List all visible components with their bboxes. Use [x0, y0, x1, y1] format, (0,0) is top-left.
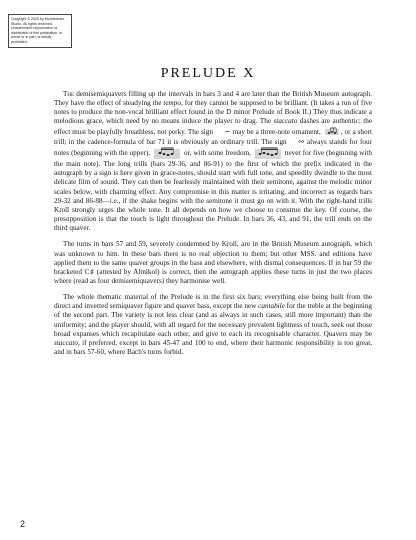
turn-icon: ∾	[297, 136, 305, 146]
three-note-ornament-notation-icon	[325, 127, 339, 137]
page-title: PRELUDE X	[160, 66, 256, 81]
paragraph-3: The whole thematic material of the Prelude is in the first six bars; everything else being built from the direct and inverted semiquaver figure and quaver bass, except the new cantabile for the treble at the beginning of the second part. The variety is not less clear (and as always in such cases, still more important) than the uniformity; and the player should, with all regard for the necessary prevalent lightness of touch, seek out those broad expanses which recapitulate each other, and give to each its recognisable character. Quavers may be staccato, if preferred, except in bars 45-47 and 100 to end, where their harmonic responsibility is too great, and in bars 57-60, where Bach's turns forbid.	[54, 293, 372, 357]
copyright-notice: Copyright © 2025 by Mondschein Studio. All rights reserved. Unauthorized reproduction or distribution of this publication, in whole or in part, is strictly prohibited.	[8, 14, 72, 48]
paragraph-2: The turns in bars 57 and 59, severely condemned by Kroll, are in the British Museum autograph, which was unknown to him. In these bars there is no real objection to them; but other MSS. and editions have applied them to the same quaver groups in the bass and elsewhere, with dismal consequences. If in bar 59 the bracketed C♯ (attested by Altnikol) is correct, then the autograph applies these turns in just the two places where (read as four demisemiquavers) they harmonise well.	[54, 240, 372, 285]
page-number: 2	[20, 519, 26, 529]
free-turn-notation-icon	[255, 147, 281, 160]
first-word: The	[63, 90, 75, 98]
body-text	[54, 90, 372, 364]
paragraph-1: The demisemiquavers filling up the intervals in bars 3 and 4 are later than the British Museum autograph. They have the effect of steadying the tempo, for they cannot be supposed to be brilliant. (It takes a run of five notes to produce the non-vocal brilliant effect found in the D minor Prelude of Book II.) They thus indicate a melodious grace, which need by no means induce the player to drag. The staccato dashes are authentic; the effect must be playfully breathless, not perky. The sign ∼ may be a three-note ornament, , or a short trill; in the cadence-formula of bar 71 it is obviously an ordinary trill. The sign ∾ always stands for four notes (beginning with the upper), or, with some freedom, never for five (beginning with the main note). The long trills (bars 29-36, and 86-91) to the first of which the prefix indicated in the autograph by a sign is here given in grace-notes, should start with full tone, and speedily dwindle to the most delicate film of sound. They can then be fearlessly maintained with their semitone, against the melodic minor scales below, with charming effect. Any compromise in this matter is irritating, and incorrect as regards bars 29-32 and 86-88—i.e., if the shake begins with the semitone it must go on with it. With the right-hand trills Kroll strongly urges the whole tone. It all depends on how we choose to construe the key. Of course, the presupposition is that the touch is light throughout the Prelude. In bars 36, 43, and 91, the trill ends on the third quaver.	[54, 90, 373, 233]
mordent-icon: ∼	[223, 126, 231, 136]
four-note-turn-notation-icon	[154, 147, 180, 160]
